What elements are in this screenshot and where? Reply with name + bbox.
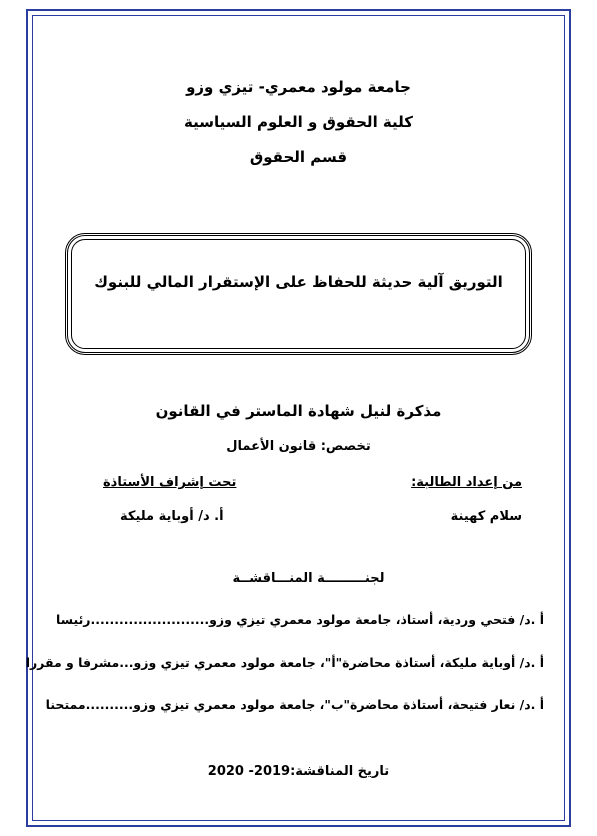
student-name: سلام كهينة [450,509,522,524]
university-name: جامعة مولود معمري- تيزي وزو [186,78,411,96]
defense-date: تاريخ المناقشة:2019- 2020 [207,764,390,779]
thesis-title: التوريق آلية حديثة للحفاظ على الإستقرار المالي للبنوك [94,273,503,291]
supervisor-label: تحت إشراف الأستاذة [103,475,237,490]
jury-heading: لجنـــــــــة المنـــاقشــة [232,571,385,586]
department-name: قسم الحقوق [249,148,348,166]
jury-member-president: أ .د/ فتحي وردية، أستاذ، جامعة مولود معمري تيزي وزو.........................رئيسا [56,612,544,627]
jury-member-examiner: أ .د/ نعار فتيحة، أستاذة محاضرة"ب"، جامعة مولود معمري تيزي وزو..........ممتحنا [45,697,544,712]
jury-member-supervisor: أ .د/ أوباية مليكة، أستاذة محاضرة"أ"، جامعة مولود معمري تيزي وزو...مشرفا و مقررا [25,655,544,670]
title-box-inner [71,239,526,349]
supervisor-name: أ. د/ أوباية مليكة [120,509,224,524]
specialty-line: تخصص: قانون الأعمال [226,439,371,454]
degree-line: مذكرة لنيل شهادة الماستر في القانون [155,402,442,420]
prepared-by-label: من إعداد الطالبة: [411,475,522,490]
faculty-name: كلية الحقوق و العلوم السياسية [184,113,413,131]
